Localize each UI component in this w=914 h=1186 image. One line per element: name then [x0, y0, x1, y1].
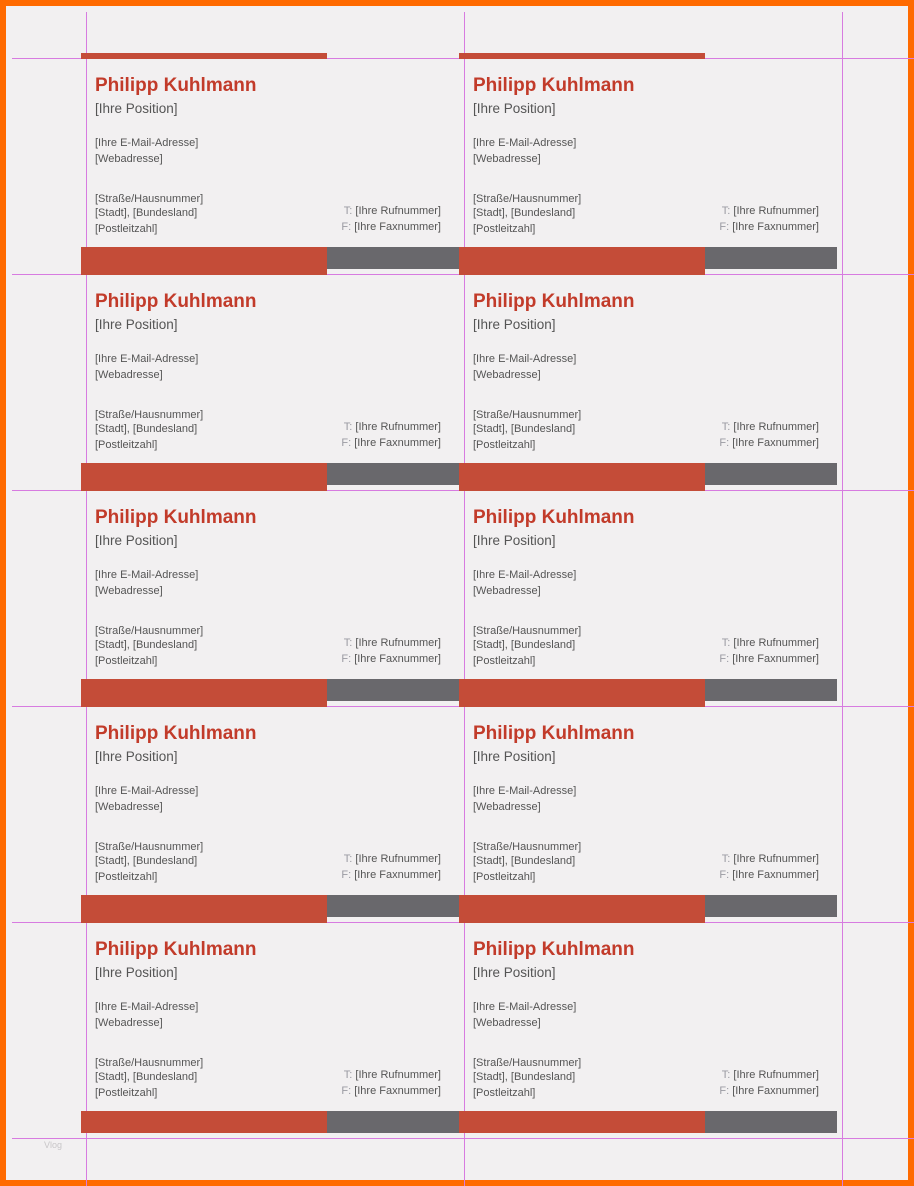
card-top-accent-bar	[459, 917, 705, 923]
card-fax[interactable]	[341, 437, 441, 449]
business-card[interactable]	[81, 269, 459, 485]
business-card[interactable]	[81, 485, 459, 701]
card-fax[interactable]	[719, 1085, 819, 1097]
fax-label: F:	[341, 1085, 352, 1097]
card-bottom-red-bar	[459, 895, 705, 917]
business-card[interactable]	[81, 917, 459, 1133]
card-top-accent-bar	[81, 269, 327, 275]
card-top-accent-bar	[459, 269, 705, 275]
card-name[interactable]: Philipp Kuhlmann	[473, 291, 635, 312]
card-web[interactable]: [Webadresse]	[473, 369, 541, 381]
card-bottom-red-bar	[459, 679, 705, 701]
card-street[interactable]: [Straße/Hausnummer]	[473, 1057, 582, 1069]
card-position[interactable]: [Ihre Position]	[95, 317, 178, 332]
card-position[interactable]: [Ihre Position]	[95, 749, 178, 764]
card-web[interactable]: [Webadresse]	[95, 153, 163, 165]
card-city[interactable]: [Stadt], [Bundesland]	[473, 207, 576, 219]
card-email[interactable]: [Ihre E-Mail-Adresse]	[95, 785, 199, 797]
card-zip[interactable]: [Postleitzahl]	[473, 655, 536, 667]
card-bottom-red-bar	[81, 247, 327, 269]
card-web[interactable]: [Webadresse]	[95, 369, 163, 381]
card-phone[interactable]	[344, 421, 441, 433]
card-fax[interactable]	[341, 221, 441, 233]
fax-label: F:	[719, 653, 730, 665]
card-web[interactable]: [Webadresse]	[95, 585, 163, 597]
footer-mark: Vlog	[44, 1140, 63, 1150]
business-card[interactable]	[459, 485, 837, 701]
card-bottom-grey-bar	[705, 1111, 837, 1133]
card-phone[interactable]	[344, 205, 441, 217]
fax-value: [Ihre Faxnummer]	[732, 437, 819, 449]
card-street[interactable]: [Straße/Hausnummer]	[473, 409, 582, 421]
card-fax[interactable]	[719, 221, 819, 233]
card-email[interactable]: [Ihre E-Mail-Adresse]	[95, 569, 199, 581]
phone-label: T:	[721, 205, 731, 217]
phone-label: T:	[343, 205, 353, 217]
fax-value: [Ihre Faxnummer]	[354, 221, 441, 233]
fax-value: [Ihre Faxnummer]	[354, 437, 441, 449]
card-name[interactable]: Philipp Kuhlmann	[95, 75, 257, 96]
guide-line	[842, 12, 843, 1186]
card-position[interactable]: [Ihre Position]	[473, 317, 556, 332]
fax-label: F:	[719, 869, 730, 881]
card-city[interactable]: [Stadt], [Bundesland]	[95, 855, 198, 867]
fax-value: [Ihre Faxnummer]	[732, 869, 819, 881]
fax-value: [Ihre Faxnummer]	[732, 1085, 819, 1097]
phone-value: [Ihre Rufnummer]	[733, 1069, 819, 1081]
card-city[interactable]: [Stadt], [Bundesland]	[95, 1071, 198, 1083]
card-position[interactable]: [Ihre Position]	[473, 965, 556, 980]
business-card[interactable]	[81, 701, 459, 917]
card-city[interactable]: [Stadt], [Bundesland]	[473, 423, 576, 435]
guide-line	[12, 1138, 914, 1139]
card-bottom-grey-bar	[327, 679, 459, 701]
business-card[interactable]	[459, 917, 837, 1133]
fax-label: F:	[341, 869, 352, 881]
card-phone[interactable]	[722, 421, 819, 433]
fax-value: [Ihre Faxnummer]	[732, 653, 819, 665]
fax-value: [Ihre Faxnummer]	[354, 1085, 441, 1097]
card-email[interactable]: [Ihre E-Mail-Adresse]	[95, 1001, 199, 1013]
phone-label: T:	[721, 853, 731, 865]
card-city[interactable]: [Stadt], [Bundesland]	[95, 639, 198, 651]
fax-label: F:	[719, 1085, 730, 1097]
card-bottom-grey-bar	[327, 247, 459, 269]
card-name[interactable]: Philipp Kuhlmann	[95, 939, 257, 960]
card-fax[interactable]	[719, 437, 819, 449]
card-top-accent-bar	[81, 53, 327, 59]
card-bottom-grey-bar	[327, 895, 459, 917]
card-name[interactable]: Philipp Kuhlmann	[95, 291, 257, 312]
card-email[interactable]: [Ihre E-Mail-Adresse]	[95, 137, 199, 149]
business-card[interactable]	[459, 701, 837, 917]
card-web[interactable]: [Webadresse]	[95, 801, 163, 813]
card-email[interactable]: [Ihre E-Mail-Adresse]	[95, 353, 199, 365]
card-top-accent-bar	[459, 53, 705, 59]
card-city[interactable]: [Stadt], [Bundesland]	[95, 207, 198, 219]
card-web[interactable]: [Webadresse]	[95, 1017, 163, 1029]
card-city[interactable]: [Stadt], [Bundesland]	[473, 855, 576, 867]
card-zip[interactable]: [Postleitzahl]	[473, 871, 536, 883]
phone-value: [Ihre Rufnummer]	[733, 853, 819, 865]
card-phone[interactable]	[344, 1069, 441, 1081]
fax-label: F:	[341, 653, 352, 665]
card-web[interactable]: [Webadresse]	[473, 801, 541, 813]
card-bottom-red-bar	[81, 463, 327, 485]
card-email[interactable]: [Ihre E-Mail-Adresse]	[473, 1001, 577, 1013]
card-street[interactable]: [Straße/Hausnummer]	[95, 193, 204, 205]
card-top-accent-bar	[459, 485, 705, 491]
fax-value: [Ihre Faxnummer]	[732, 221, 819, 233]
card-fax[interactable]	[341, 1085, 441, 1097]
card-bottom-red-bar	[81, 895, 327, 917]
card-zip[interactable]: [Postleitzahl]	[473, 1087, 536, 1099]
card-bottom-grey-bar	[327, 1111, 459, 1133]
card-position[interactable]: [Ihre Position]	[473, 101, 556, 116]
card-zip[interactable]: [Postleitzahl]	[95, 439, 158, 451]
fax-label: F:	[341, 221, 352, 233]
card-web[interactable]: [Webadresse]	[473, 1017, 541, 1029]
card-bottom-grey-bar	[705, 679, 837, 701]
phone-label: T:	[343, 637, 353, 649]
phone-value: [Ihre Rufnummer]	[355, 1069, 441, 1081]
card-name[interactable]: Philipp Kuhlmann	[473, 507, 635, 528]
card-phone[interactable]	[722, 853, 819, 865]
card-zip[interactable]: [Postleitzahl]	[95, 655, 158, 667]
card-name[interactable]: Philipp Kuhlmann	[95, 507, 257, 528]
fax-value: [Ihre Faxnummer]	[354, 653, 441, 665]
business-card[interactable]	[459, 53, 837, 269]
card-street[interactable]: [Straße/Hausnummer]	[95, 841, 204, 853]
card-phone[interactable]	[722, 1069, 819, 1081]
card-email[interactable]: [Ihre E-Mail-Adresse]	[473, 785, 577, 797]
card-position[interactable]: [Ihre Position]	[95, 533, 178, 548]
card-bottom-grey-bar	[705, 247, 837, 269]
card-name[interactable]: Philipp Kuhlmann	[473, 939, 635, 960]
card-fax[interactable]	[341, 869, 441, 881]
card-zip[interactable]: [Postleitzahl]	[95, 1087, 158, 1099]
card-top-accent-bar	[81, 485, 327, 491]
card-bottom-red-bar	[459, 463, 705, 485]
phone-label: T:	[721, 1069, 731, 1081]
phone-label: T:	[721, 637, 731, 649]
phone-value: [Ihre Rufnummer]	[355, 853, 441, 865]
card-fax[interactable]	[341, 653, 441, 665]
card-email[interactable]: [Ihre E-Mail-Adresse]	[473, 569, 577, 581]
card-street[interactable]: [Straße/Hausnummer]	[95, 625, 204, 637]
card-bottom-red-bar	[81, 679, 327, 701]
phone-label: T:	[721, 421, 731, 433]
card-bottom-red-bar	[459, 247, 705, 269]
phone-value: [Ihre Rufnummer]	[733, 637, 819, 649]
card-position[interactable]: [Ihre Position]	[95, 101, 178, 116]
card-fax[interactable]	[719, 869, 819, 881]
fax-label: F:	[719, 221, 730, 233]
card-street[interactable]: [Straße/Hausnummer]	[473, 193, 582, 205]
fax-label: F:	[341, 437, 352, 449]
card-position[interactable]: [Ihre Position]	[473, 533, 556, 548]
card-street[interactable]: [Straße/Hausnummer]	[95, 1057, 204, 1069]
card-street[interactable]: [Straße/Hausnummer]	[473, 625, 582, 637]
phone-label: T:	[343, 853, 353, 865]
card-bottom-red-bar	[81, 1111, 327, 1133]
phone-label: T:	[343, 421, 353, 433]
phone-label: T:	[343, 1069, 353, 1081]
card-email[interactable]: [Ihre E-Mail-Adresse]	[473, 353, 577, 365]
card-city[interactable]: [Stadt], [Bundesland]	[473, 1071, 576, 1083]
phone-value: [Ihre Rufnummer]	[355, 205, 441, 217]
card-bottom-grey-bar	[705, 895, 837, 917]
card-position[interactable]: [Ihre Position]	[95, 965, 178, 980]
card-top-accent-bar	[81, 917, 327, 923]
card-web[interactable]: [Webadresse]	[473, 153, 541, 165]
card-city[interactable]: [Stadt], [Bundesland]	[95, 423, 198, 435]
card-name[interactable]: Philipp Kuhlmann	[473, 75, 635, 96]
card-name[interactable]: Philipp Kuhlmann	[95, 723, 257, 744]
card-street[interactable]: [Straße/Hausnummer]	[473, 841, 582, 853]
card-street[interactable]: [Straße/Hausnummer]	[95, 409, 204, 421]
card-bottom-red-bar	[459, 1111, 705, 1133]
card-phone[interactable]	[344, 637, 441, 649]
phone-value: [Ihre Rufnummer]	[355, 637, 441, 649]
card-name[interactable]: Philipp Kuhlmann	[473, 723, 635, 744]
card-phone[interactable]	[722, 637, 819, 649]
card-top-accent-bar	[81, 701, 327, 707]
card-fax[interactable]	[719, 653, 819, 665]
card-position[interactable]: [Ihre Position]	[473, 749, 556, 764]
card-top-accent-bar	[459, 701, 705, 707]
phone-value: [Ihre Rufnummer]	[733, 205, 819, 217]
fax-label: F:	[719, 437, 730, 449]
phone-value: [Ihre Rufnummer]	[355, 421, 441, 433]
card-zip[interactable]: [Postleitzahl]	[473, 223, 536, 235]
card-zip[interactable]: [Postleitzahl]	[95, 871, 158, 883]
card-bottom-grey-bar	[705, 463, 837, 485]
card-phone[interactable]	[722, 205, 819, 217]
card-email[interactable]: [Ihre E-Mail-Adresse]	[473, 137, 577, 149]
card-city[interactable]: [Stadt], [Bundesland]	[473, 639, 576, 651]
business-card[interactable]	[81, 53, 459, 269]
card-phone[interactable]	[344, 853, 441, 865]
phone-value: [Ihre Rufnummer]	[733, 421, 819, 433]
fax-value: [Ihre Faxnummer]	[354, 869, 441, 881]
card-zip[interactable]: [Postleitzahl]	[95, 223, 158, 235]
card-web[interactable]: [Webadresse]	[473, 585, 541, 597]
card-bottom-grey-bar	[327, 463, 459, 485]
business-card[interactable]	[459, 269, 837, 485]
card-zip[interactable]: [Postleitzahl]	[473, 439, 536, 451]
